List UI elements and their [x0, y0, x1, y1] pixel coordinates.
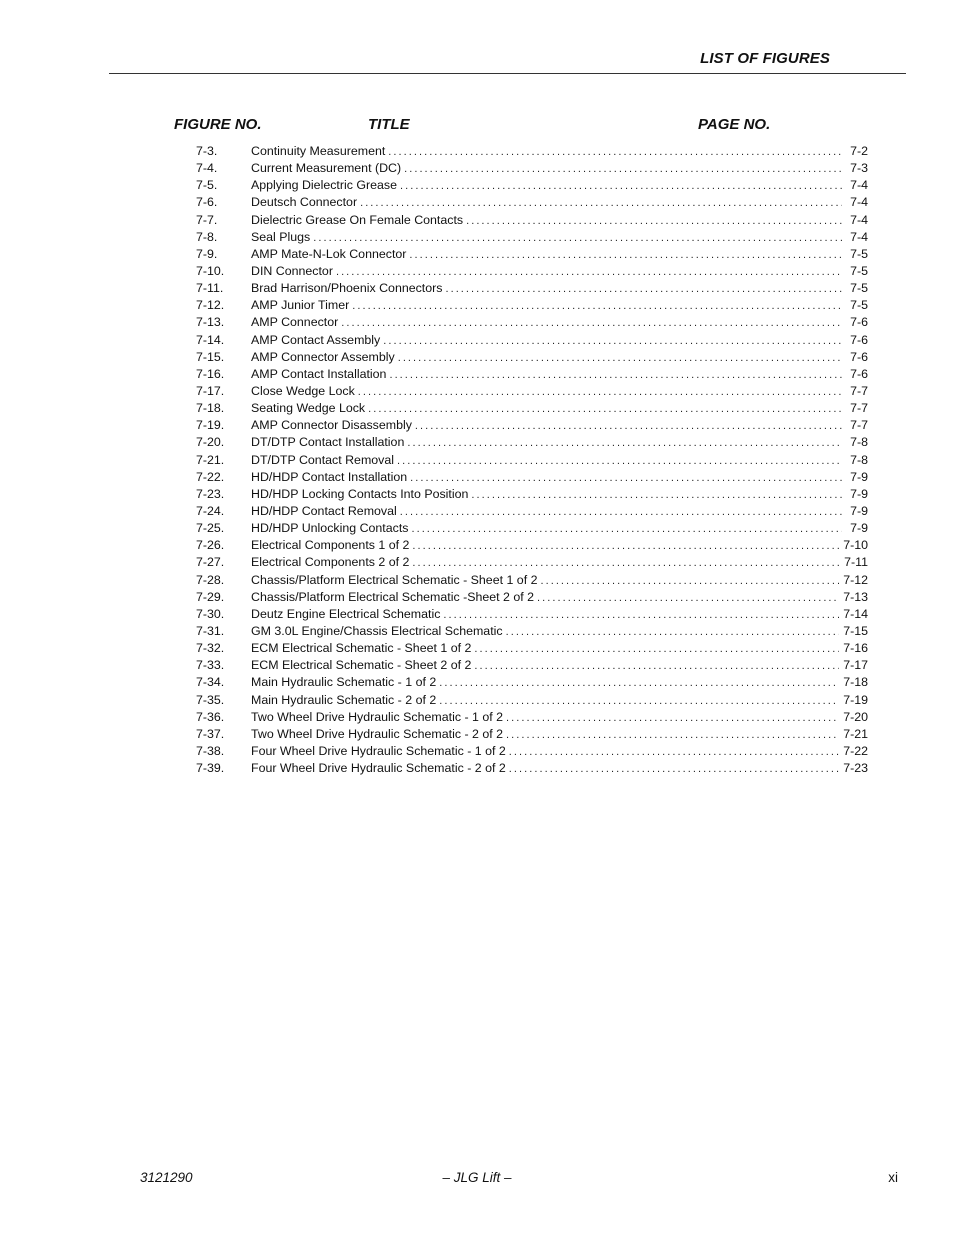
figure-title: Two Wheel Drive Hydraulic Schematic - 2 of 2 — [251, 726, 504, 741]
dot-leader — [415, 418, 842, 435]
figure-number: 7-32. — [196, 641, 225, 656]
figure-page-number: 7-22 — [843, 743, 868, 758]
dot-leader — [443, 607, 839, 624]
figure-page-number: 7-6 — [850, 315, 868, 330]
figure-entry[interactable] — [196, 160, 868, 177]
figure-entry[interactable] — [196, 709, 868, 726]
figure-title: Close Wedge Lock — [251, 383, 355, 398]
figure-number: 7-26. — [196, 538, 225, 553]
figure-page-number: 7-9 — [850, 469, 868, 484]
figure-number: 7-10. — [196, 263, 225, 278]
figure-title: HD/HDP Locking Contacts Into Position — [251, 486, 469, 501]
figure-page-number: 7-15 — [843, 623, 868, 638]
figure-page-number: 7-20 — [843, 709, 868, 724]
figure-page-number: 7-4 — [850, 212, 868, 227]
figure-entry[interactable] — [196, 572, 868, 589]
figure-page-number: 7-5 — [850, 246, 868, 261]
figure-entry[interactable] — [196, 537, 868, 554]
figure-title: HD/HDP Contact Removal — [251, 503, 397, 518]
figure-page-number: 7-9 — [850, 486, 868, 501]
figure-title: Brad Harrison/Phoenix Connectors — [251, 281, 443, 296]
figure-number: 7-15. — [196, 349, 225, 364]
figure-page-number: 7-4 — [850, 178, 868, 193]
figure-number: 7-6. — [196, 195, 218, 210]
figure-title: Seal Plugs — [251, 229, 311, 244]
figure-title: Deutsch Connector — [251, 195, 358, 210]
figure-number: 7-38. — [196, 743, 225, 758]
figure-entry[interactable] — [196, 743, 868, 760]
figure-entry[interactable] — [196, 297, 868, 314]
column-heading-figure-no: FIGURE NO. — [174, 116, 262, 133]
dot-leader — [409, 247, 842, 264]
figure-number: 7-23. — [196, 486, 225, 501]
figure-title: ECM Electrical Schematic - Sheet 2 of 2 — [251, 658, 472, 673]
figure-entry[interactable] — [196, 486, 868, 503]
figure-title: DT/DTP Contact Installation — [251, 435, 405, 450]
dot-leader — [400, 504, 842, 521]
figure-number: 7-22. — [196, 469, 225, 484]
dot-leader — [388, 144, 842, 161]
figure-entry[interactable] — [196, 332, 868, 349]
figure-page-number: 7-16 — [843, 641, 868, 656]
figure-title: AMP Connector — [251, 315, 339, 330]
figure-title: Applying Dielectric Grease — [251, 178, 397, 193]
figure-title: Two Wheel Drive Hydraulic Schematic - 1 of 2 — [251, 709, 504, 724]
figure-page-number: 7-6 — [850, 332, 868, 347]
figure-entry[interactable] — [196, 503, 868, 520]
dot-leader — [509, 761, 839, 778]
dot-leader — [360, 195, 842, 212]
figure-title: HD/HDP Contact Installation — [251, 469, 408, 484]
figure-entry[interactable] — [196, 623, 868, 640]
figure-number: 7-17. — [196, 383, 225, 398]
figure-page-number: 7-9 — [850, 521, 868, 536]
figure-entry[interactable] — [196, 434, 868, 451]
figure-number: 7-35. — [196, 692, 225, 707]
figure-title: AMP Junior Timer — [251, 298, 350, 313]
figure-entry[interactable] — [196, 469, 868, 486]
figure-title: AMP Connector Disassembly — [251, 418, 412, 433]
figure-page-number: 7-5 — [850, 281, 868, 296]
figure-entry[interactable] — [196, 177, 868, 194]
figure-title: Four Wheel Drive Hydraulic Schematic - 2 of 2 — [251, 761, 506, 776]
dot-leader — [341, 315, 842, 332]
figure-page-number: 7-12 — [843, 572, 868, 587]
figure-number: 7-34. — [196, 675, 225, 690]
dot-leader — [474, 641, 839, 658]
dot-leader — [358, 384, 842, 401]
figure-number: 7-27. — [196, 555, 225, 570]
dot-leader — [471, 487, 842, 504]
dot-leader — [404, 161, 842, 178]
figure-entry[interactable] — [196, 589, 868, 606]
figure-number: 7-11. — [196, 281, 224, 296]
figure-number: 7-12. — [196, 298, 225, 313]
footer-doc-number: 3121290 — [140, 1170, 193, 1185]
figure-page-number: 7-6 — [850, 366, 868, 381]
figure-number: 7-36. — [196, 709, 225, 724]
column-heading-page-no: PAGE NO. — [698, 116, 771, 133]
figure-page-number: 7-10 — [843, 538, 868, 553]
figure-page-number: 7-17 — [843, 658, 868, 673]
dot-leader — [506, 727, 839, 744]
figure-number: 7-31. — [196, 623, 225, 638]
figure-entry[interactable] — [196, 554, 868, 571]
figure-entry[interactable] — [196, 349, 868, 366]
dot-leader — [466, 213, 842, 230]
figure-number: 7-25. — [196, 521, 225, 536]
dot-leader — [412, 538, 839, 555]
figure-page-number: 7-11 — [844, 555, 868, 570]
figure-title: Four Wheel Drive Hydraulic Schematic - 1 of 2 — [251, 743, 506, 758]
figure-number: 7-29. — [196, 589, 225, 604]
figure-page-number: 7-21 — [843, 726, 868, 741]
footer-publisher: – JLG Lift – — [442, 1170, 512, 1185]
figure-number: 7-21. — [196, 452, 225, 467]
dot-leader — [313, 230, 842, 247]
figure-title: Chassis/Platform Electrical Schematic - Sheet 1 of 2 — [251, 572, 538, 587]
figure-number: 7-9. — [196, 246, 218, 261]
figure-number: 7-16. — [196, 366, 225, 381]
figure-entry[interactable] — [196, 520, 868, 537]
figure-number: 7-5. — [196, 178, 218, 193]
figure-number: 7-18. — [196, 401, 225, 416]
page-header-title: LIST OF FIGURES — [700, 50, 830, 67]
dot-leader — [398, 350, 842, 367]
dot-leader — [509, 744, 839, 761]
figure-entry[interactable] — [196, 640, 868, 657]
dot-leader — [383, 333, 842, 350]
figure-title: Main Hydraulic Schematic - 1 of 2 — [251, 675, 437, 690]
figure-entry[interactable] — [196, 280, 868, 297]
figure-title: Current Measurement (DC) — [251, 161, 402, 176]
figure-entry[interactable] — [196, 452, 868, 469]
dot-leader — [506, 624, 840, 641]
figure-title: Seating Wedge Lock — [251, 401, 366, 416]
figure-entry[interactable] — [196, 194, 868, 211]
dot-leader — [540, 573, 839, 590]
figure-entry[interactable] — [196, 212, 868, 229]
figure-title: AMP Contact Installation — [251, 366, 387, 381]
dot-leader — [474, 658, 839, 675]
figure-entry[interactable] — [196, 314, 868, 331]
figure-number: 7-4. — [196, 161, 218, 176]
figure-title: ECM Electrical Schematic - Sheet 1 of 2 — [251, 641, 472, 656]
figure-page-number: 7-8 — [850, 452, 868, 467]
figure-title: AMP Contact Assembly — [251, 332, 381, 347]
figure-number: 7-30. — [196, 606, 225, 621]
figure-entry[interactable] — [196, 143, 868, 160]
figure-entry[interactable] — [196, 417, 868, 434]
figure-number: 7-20. — [196, 435, 225, 450]
dot-leader — [368, 401, 842, 418]
figure-title: GM 3.0L Engine/Chassis Electrical Schematic — [251, 623, 503, 638]
figure-entry[interactable] — [196, 400, 868, 417]
dot-leader — [397, 453, 842, 470]
figure-page-number: 7-14 — [843, 606, 868, 621]
header-divider — [109, 73, 906, 74]
figure-entry[interactable] — [196, 383, 868, 400]
figure-number: 7-14. — [196, 332, 225, 347]
figure-page-number: 7-7 — [850, 383, 868, 398]
figure-number: 7-3. — [196, 144, 218, 158]
dot-leader — [537, 590, 839, 607]
dot-leader — [412, 555, 840, 572]
dot-leader — [506, 710, 839, 727]
column-heading-title: TITLE — [368, 116, 410, 133]
figure-entry[interactable] — [196, 229, 868, 246]
figure-entry[interactable] — [196, 692, 868, 709]
figure-title: HD/HDP Unlocking Contacts — [251, 521, 409, 536]
dot-leader — [400, 178, 842, 195]
figure-page-number: 7-5 — [850, 263, 868, 278]
figure-title: DT/DTP Contact Removal — [251, 452, 394, 467]
dot-leader — [336, 264, 842, 281]
figure-title: Electrical Components 1 of 2 — [251, 538, 410, 553]
figure-entry[interactable] — [196, 246, 868, 263]
dot-leader — [389, 367, 842, 384]
figure-title: Deutz Engine Electrical Schematic — [251, 606, 441, 621]
figure-title: Electrical Components 2 of 2 — [251, 555, 410, 570]
figure-number: 7-13. — [196, 315, 225, 330]
footer-page-number: xi — [888, 1170, 898, 1185]
dot-leader — [439, 675, 839, 692]
figure-entry[interactable] — [196, 674, 868, 691]
figure-page-number: 7-5 — [850, 298, 868, 313]
figure-number: 7-7. — [196, 212, 218, 227]
dot-leader — [352, 298, 842, 315]
figure-title: Chassis/Platform Electrical Schematic -Sheet 2 of 2 — [251, 589, 535, 604]
dot-leader — [439, 693, 839, 710]
dot-leader — [445, 281, 842, 298]
figure-entry[interactable] — [196, 366, 868, 383]
dot-leader — [407, 435, 842, 452]
figure-entry[interactable] — [196, 726, 868, 743]
figure-page-number: 7-7 — [850, 401, 868, 416]
figure-entry[interactable] — [196, 760, 868, 777]
figure-number: 7-19. — [196, 418, 225, 433]
figure-page-number: 7-4 — [850, 229, 868, 244]
figure-page-number: 7-2 — [850, 144, 868, 158]
figure-page-number: 7-13 — [843, 589, 868, 604]
figure-entry[interactable] — [196, 606, 868, 623]
figure-number: 7-39. — [196, 761, 225, 776]
figure-entry[interactable] — [196, 263, 868, 280]
figure-title: AMP Connector Assembly — [251, 349, 395, 364]
figure-page-number: 7-4 — [850, 195, 868, 210]
dot-leader — [410, 470, 842, 487]
figure-page-number: 7-6 — [850, 349, 868, 364]
figure-title: Dielectric Grease On Female Contacts — [251, 212, 464, 227]
figure-number: 7-24. — [196, 503, 225, 518]
figure-title: Main Hydraulic Schematic - 2 of 2 — [251, 692, 437, 707]
figure-number: 7-37. — [196, 726, 225, 741]
figure-page-number: 7-8 — [850, 435, 868, 450]
figure-number: 7-28. — [196, 572, 225, 587]
figure-page-number: 7-3 — [850, 161, 868, 176]
figure-title: Continuity Measurement — [251, 144, 386, 158]
dot-leader — [411, 521, 842, 538]
figure-number: 7-8. — [196, 229, 218, 244]
figure-number: 7-33. — [196, 658, 225, 673]
figure-page-number: 7-23 — [843, 761, 868, 776]
figure-page-number: 7-7 — [850, 418, 868, 433]
figure-title: DIN Connector — [251, 263, 333, 278]
figure-page-number: 7-19 — [843, 692, 868, 707]
figure-page-number: 7-18 — [843, 675, 868, 690]
figure-entry[interactable] — [196, 657, 868, 674]
figure-list — [196, 143, 868, 777]
figure-title: AMP Mate-N-Lok Connector — [251, 246, 407, 261]
figure-page-number: 7-9 — [850, 503, 868, 518]
